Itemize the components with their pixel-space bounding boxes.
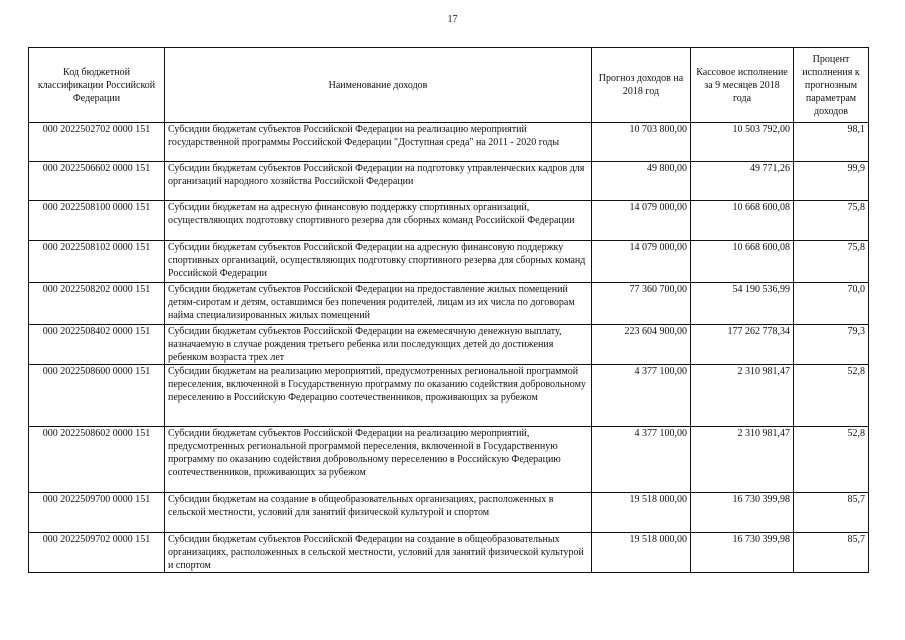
header-forecast: Прогноз доходов на 2018 год [592, 48, 691, 123]
table-row [29, 283, 869, 325]
revenue-name-cell: Субсидии бюджетам субъектов Российской Федерации на реализацию мероприятий государственной программы Российской Федерации "Доступная среда" на 2011 - 2020 годы [165, 123, 592, 162]
percent-cell: 52,8 [794, 365, 869, 427]
execution-cell: 10 668 600,08 [691, 241, 794, 283]
revenue-table [28, 47, 869, 573]
forecast-cell: 14 079 000,00 [592, 241, 691, 283]
execution-cell: 2 310 981,47 [691, 365, 794, 427]
revenue-name-cell: Субсидии бюджетам на создание в общеобразовательных организациях, расположенных в сельской местности, условий для занятий физической культурой и спортом [165, 493, 592, 533]
execution-cell: 10 503 792,00 [691, 123, 794, 162]
page-number: 17 [447, 14, 458, 25]
revenue-name-cell: Субсидии бюджетам субъектов Российской Федерации на предоставление жилых помещений детям-сиротам и детям, оставшимся без попечения родителей, лицам из их числа по договорам найма специализированных жилых помещений [165, 283, 592, 325]
header-name: Наименование доходов [165, 48, 592, 123]
revenue-name-cell: Субсидии бюджетам субъектов Российской Федерации на реализацию мероприятий, предусмотренных региональной программой переселения, включенной в Государственную программу по оказанию содействия добровольному переселению в Российскую Федерацию соотечественников, проживающих за рубежом [165, 427, 592, 493]
table-row [29, 427, 869, 493]
execution-cell: 49 771,26 [691, 162, 794, 201]
header-percent: Процент исполнения к прогнозным параметрам доходов [794, 48, 869, 123]
execution-cell: 16 730 399,98 [691, 533, 794, 573]
revenue-name-cell: Субсидии бюджетам субъектов Российской Федерации на подготовку управленческих кадров для организаций народного хозяйства Российской Федерации [165, 162, 592, 201]
table-row [29, 325, 869, 365]
budget-code-cell: 000 2022508202 0000 151 [29, 283, 165, 325]
percent-cell: 79,3 [794, 325, 869, 365]
budget-code-cell: 000 2022508602 0000 151 [29, 427, 165, 493]
table-body [29, 123, 869, 573]
forecast-cell: 4 377 100,00 [592, 427, 691, 493]
percent-cell: 52,8 [794, 427, 869, 493]
percent-cell: 75,8 [794, 241, 869, 283]
table-row [29, 162, 869, 201]
forecast-cell: 19 518 000,00 [592, 493, 691, 533]
revenue-name-cell: Субсидии бюджетам субъектов Российской Федерации на ежемесячную денежную выплату, назначаемую в случае рождения третьего ребенка или последующих детей до достижения ребенком возраста трех лет [165, 325, 592, 365]
budget-code-cell: 000 2022508100 0000 151 [29, 201, 165, 241]
budget-code-cell: 000 2022508600 0000 151 [29, 365, 165, 427]
percent-cell: 98,1 [794, 123, 869, 162]
budget-code-cell: 000 2022508102 0000 151 [29, 241, 165, 283]
forecast-cell: 77 360 700,00 [592, 283, 691, 325]
forecast-cell: 49 800,00 [592, 162, 691, 201]
table-row [29, 365, 869, 427]
header-execution: Кассовое исполнение за 9 месяцев 2018 года [691, 48, 794, 123]
percent-cell: 85,7 [794, 533, 869, 573]
percent-cell: 99,9 [794, 162, 869, 201]
header-code: Код бюджетной классификации Российской Федерации [29, 48, 165, 123]
table-header-row [29, 48, 869, 123]
revenue-name-cell: Субсидии бюджетам субъектов Российской Федерации на создание в общеобразовательных организациях, расположенных в сельской местности, условий для занятий физической культурой и спортом [165, 533, 592, 573]
percent-cell: 75,8 [794, 201, 869, 241]
forecast-cell: 19 518 000,00 [592, 533, 691, 573]
execution-cell: 177 262 778,34 [691, 325, 794, 365]
table-row [29, 241, 869, 283]
table-row [29, 493, 869, 533]
forecast-cell: 223 604 900,00 [592, 325, 691, 365]
table-row [29, 533, 869, 573]
budget-code-cell: 000 2022509700 0000 151 [29, 493, 165, 533]
budget-code-cell: 000 2022502702 0000 151 [29, 123, 165, 162]
forecast-cell: 10 703 800,00 [592, 123, 691, 162]
revenue-name-cell: Субсидии бюджетам на адресную финансовую поддержку спортивных организаций, осуществляющих подготовку спортивного резерва для сборных команд Российской Федерации [165, 201, 592, 241]
revenue-name-cell: Субсидии бюджетам субъектов Российской Федерации на адресную финансовую поддержку спортивных организаций, осуществляющих подготовку спортивного резерва для сборных команд Российской Федерации [165, 241, 592, 283]
percent-cell: 70,0 [794, 283, 869, 325]
execution-cell: 10 668 600,08 [691, 201, 794, 241]
revenue-name-cell: Субсидии бюджетам на реализацию мероприятий, предусмотренных региональной программой переселения, включенной в Государственную программу по оказанию содействия добровольному переселению в Российскую Федерацию соотечественников, проживающих за рубежом [165, 365, 592, 427]
execution-cell: 54 190 536,99 [691, 283, 794, 325]
execution-cell: 16 730 399,98 [691, 493, 794, 533]
budget-code-cell: 000 2022509702 0000 151 [29, 533, 165, 573]
table-row [29, 201, 869, 241]
budget-code-cell: 000 2022506602 0000 151 [29, 162, 165, 201]
percent-cell: 85,7 [794, 493, 869, 533]
forecast-cell: 4 377 100,00 [592, 365, 691, 427]
forecast-cell: 14 079 000,00 [592, 201, 691, 241]
table-row [29, 123, 869, 162]
execution-cell: 2 310 981,47 [691, 427, 794, 493]
budget-code-cell: 000 2022508402 0000 151 [29, 325, 165, 365]
